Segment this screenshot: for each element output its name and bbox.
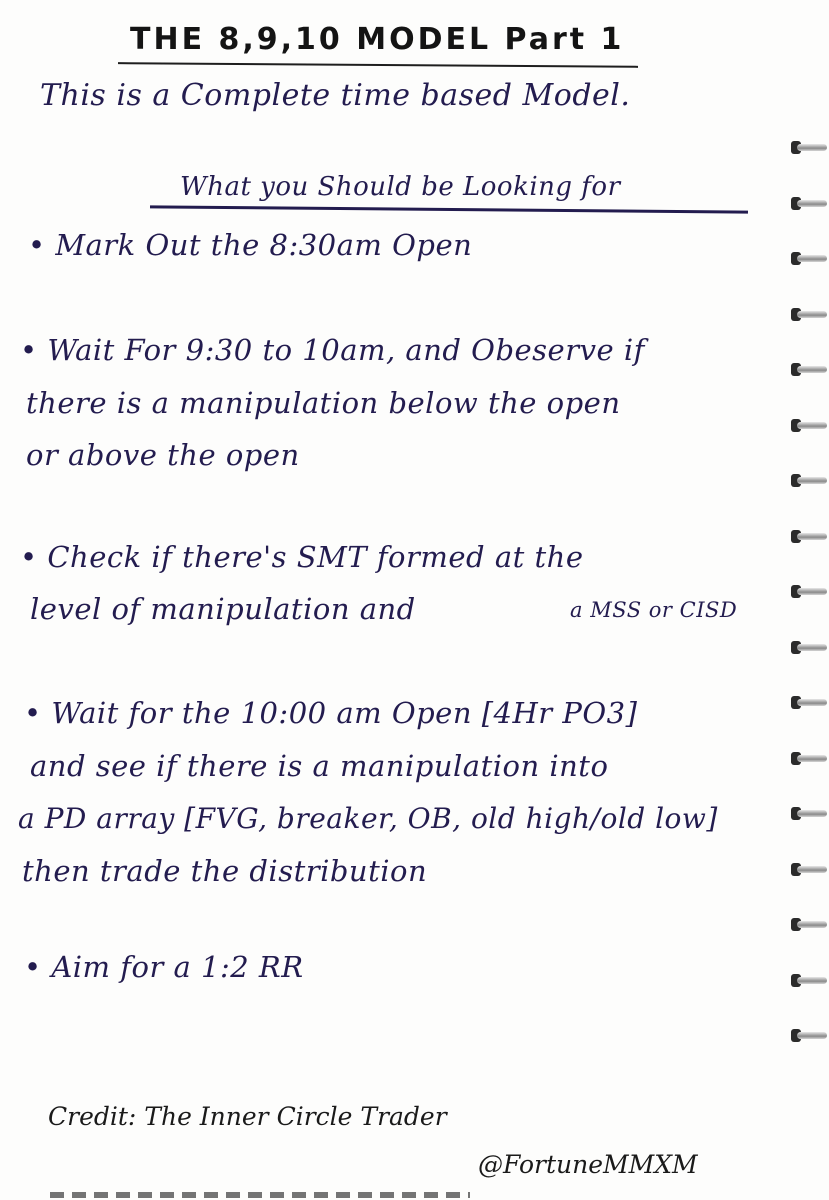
bullet-5-line-1: • Aim for a 1:2 RR	[24, 950, 304, 984]
spiral-binding-icon	[789, 635, 829, 661]
spiral-binding-icon	[789, 135, 829, 161]
spiral-binding-icon	[789, 857, 829, 883]
bullet-4-line-3: a PD array [FVG, breaker, OB, old high/old low]	[18, 802, 718, 835]
bullet-3-line-1: • Check if there's SMT formed at the	[20, 540, 584, 574]
bullet-2-line-3: or above the open	[26, 438, 300, 472]
section-underline	[150, 205, 748, 213]
intro-text: This is a Complete time based Model.	[40, 78, 631, 113]
spiral-binding-icon	[789, 968, 829, 994]
spiral-binding-icon	[789, 912, 829, 938]
spiral-binding-icon	[789, 801, 829, 827]
bullet-4-line-1: • Wait for the 10:00 am Open [4Hr PO3]	[24, 696, 638, 730]
bullet-4-line-2: and see if there is a manipulation into	[30, 749, 609, 783]
bullet-3-line-2: level of manipulation and	[30, 592, 416, 626]
spiral-binding-icon	[789, 413, 829, 439]
spiral-binding-icon	[789, 690, 829, 716]
bullet-1-line-1: • Mark Out the 8:30am Open	[28, 228, 473, 262]
bullet-2-line-1: • Wait For 9:30 to 10am, and Obeserve if	[20, 333, 645, 367]
bullet-2-line-2: there is a manipulation below the open	[26, 386, 621, 420]
page-title: THE 8,9,10 MODEL Part 1	[130, 22, 625, 57]
spiral-binding-icon	[789, 246, 829, 272]
spiral-binding-icon	[789, 746, 829, 772]
spiral-binding-icon	[789, 579, 829, 605]
spiral-binding-icon	[789, 357, 829, 383]
spiral-binding-icon	[789, 302, 829, 328]
credit-text: Credit: The Inner Circle Trader	[48, 1102, 447, 1131]
spiral-binding-icon	[789, 1023, 829, 1049]
bullet-3-line-3: a MSS or CISD	[570, 598, 738, 622]
title-underline	[118, 62, 638, 68]
bullet-4-line-4: then trade the distribution	[22, 854, 428, 888]
author-handle: @FortuneMMXM	[478, 1150, 698, 1179]
section-heading: What you Should be Looking for	[180, 172, 621, 202]
spiral-binding-icon	[789, 524, 829, 550]
spiral-binding-icon	[789, 191, 829, 217]
spiral-binding-icon	[789, 468, 829, 494]
cut-off-text-line	[50, 1192, 470, 1198]
